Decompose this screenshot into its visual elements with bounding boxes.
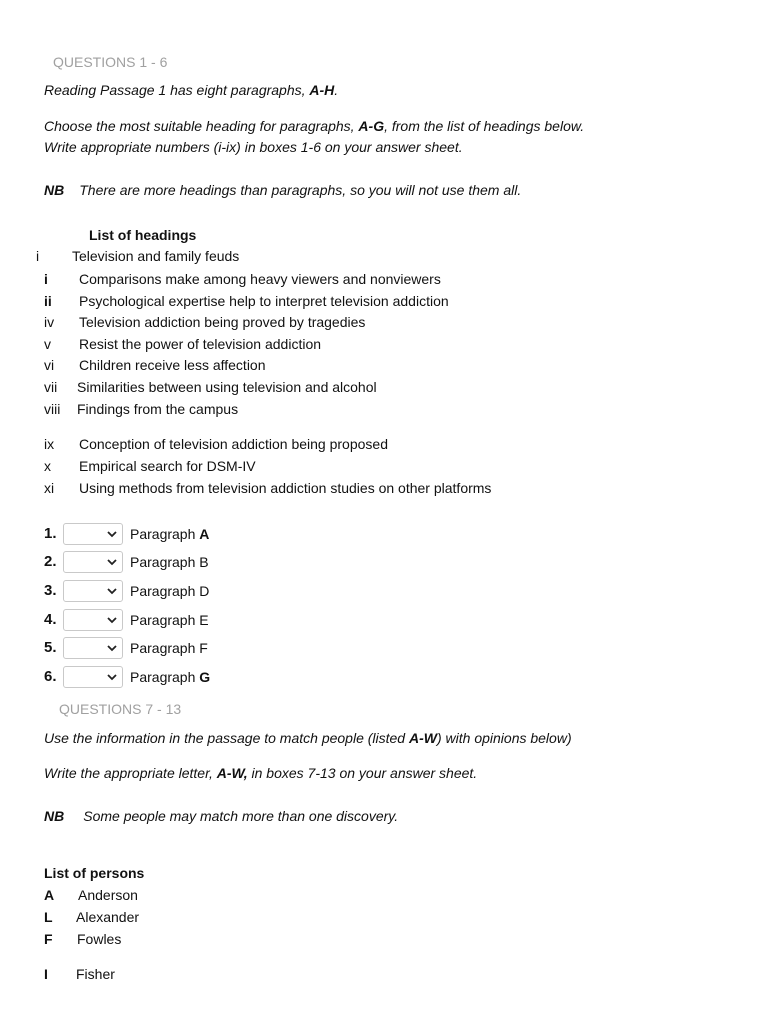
paragraph-letter: D [199,583,210,599]
paragraph-label [130,668,210,686]
question-row-2 [44,551,344,573]
paragraph-word: Paragraph [130,612,200,628]
person-letter: F [44,931,53,947]
question-row-3 [44,580,344,602]
answer-select-2[interactable] [63,551,123,573]
heading-number: i [36,248,40,264]
heading-item [0,400,500,418]
instruction-match-people [44,730,572,746]
heading-number: i [44,271,48,287]
heading-item [0,356,500,374]
heading-item [0,313,500,331]
person-item [44,930,344,948]
heading-number: ix [44,436,55,452]
heading-number: vi [44,357,55,373]
instruction-choose-heading [44,118,584,134]
paragraph-label [130,525,209,543]
person-letter: L [44,909,53,925]
heading-item [0,378,500,396]
answer-select-5[interactable] [63,637,123,659]
instruction-write-numbers: Write appropriate numbers (i-ix) in boxes 1-6 on your answer sheet. [44,139,463,155]
heading-number: viii [44,401,61,417]
question-row-5 [44,637,344,659]
instruction-text: , from the list of headings below. [384,118,585,134]
heading-text: Comparisons make among heavy viewers and nonviewers [79,271,441,287]
heading-number: vii [44,379,58,395]
heading-text: Conception of television addiction being proposed [79,436,388,452]
person-item [44,886,344,904]
person-name: Anderson [78,887,138,903]
instruction-text: Reading Passage 1 has eight paragraphs, [44,82,310,98]
instruction-text: Write the appropriate letter, [44,765,217,781]
heading-item [0,292,500,310]
heading-text: Resist the power of television addiction [79,336,322,352]
instruction-paragraph-count [44,82,338,98]
heading-number: ii [44,293,52,309]
heading-number: v [44,336,51,352]
instruction-text: . [334,82,339,98]
question-row-6 [44,666,344,688]
heading-text: Children receive less affection [79,357,266,373]
heading-text: Psychological expertise help to interpret television addiction [79,293,449,309]
instruction-write-letter [44,765,477,781]
person-letter: I [44,966,48,982]
question-number: 2. [44,553,57,570]
person-name: Alexander [76,909,140,925]
instruction-text: ) with opinions below) [436,730,572,746]
paragraph-word: Paragraph [130,526,200,542]
answer-select-1[interactable] [63,523,123,545]
paragraph-label [130,582,209,600]
heading-text: Empirical search for DSM-IV [79,458,256,474]
instruction-bold: A-H [309,82,335,98]
paragraph-letter: A [199,526,210,542]
paragraph-label [130,553,209,571]
instruction-bold: A-G [358,118,385,134]
instruction-text: Use the information in the passage to match people (listed [44,730,409,746]
heading-text: Similarities between using television and alcohol [77,379,377,395]
section-1-title: QUESTIONS 1 - 6 [53,54,168,70]
heading-text: Findings from the campus [77,401,239,417]
heading-text: Television and family feuds [72,248,240,264]
instruction-text: Choose the most suitable heading for paragraphs, [44,118,359,134]
paragraph-word: Paragraph [130,583,200,599]
nb-label: NB [44,808,65,824]
question-number: 4. [44,611,57,628]
nb-note-2 [44,808,398,824]
instruction-bold: A-W [408,730,437,746]
paragraph-label [130,611,209,629]
answer-select-3[interactable] [63,580,123,602]
nb-text: Some people may match more than one discovery. [83,808,399,824]
chevron-down-icon [105,584,119,598]
paragraph-word: Paragraph [130,640,200,656]
answer-select-6[interactable] [63,666,123,688]
heading-number: x [44,458,51,474]
chevron-down-icon [105,613,119,627]
nb-text: There are more headings than paragraphs, so you will not use them all. [79,182,522,198]
chevron-down-icon [105,670,119,684]
heading-item [0,247,400,265]
person-name: Fisher [76,966,115,982]
heading-text: Using methods from television addiction studies on other platforms [79,480,492,496]
question-number: 3. [44,582,57,599]
person-item [44,965,344,983]
person-item [44,908,344,926]
section-2-title: QUESTIONS 7 - 13 [59,701,182,717]
heading-item [0,457,500,475]
chevron-down-icon [105,555,119,569]
headings-list-title: List of headings [89,227,197,243]
heading-item [0,479,520,497]
paragraph-letter: F [199,640,208,656]
question-number: 6. [44,668,57,685]
heading-number: xi [44,480,55,496]
heading-text: Television addiction being proved by tragedies [79,314,366,330]
heading-number: iv [44,314,55,330]
heading-item [0,335,500,353]
heading-item [0,270,500,288]
heading-item [0,435,500,453]
nb-note [44,182,521,198]
paragraph-letter: G [199,669,211,685]
paragraph-word: Paragraph [130,669,200,685]
person-letter: A [44,887,55,903]
instruction-text: in boxes 7-13 on your answer sheet. [247,765,478,781]
question-row-1 [44,523,344,545]
instruction-bold: A-W, [216,765,248,781]
chevron-down-icon [105,527,119,541]
answer-select-4[interactable] [63,609,123,631]
chevron-down-icon [105,641,119,655]
question-row-4 [44,609,344,631]
question-number: 5. [44,639,57,656]
persons-list-title: List of persons [44,865,145,881]
paragraph-word: Paragraph [130,554,200,570]
nb-label: NB [44,182,65,198]
question-number: 1. [44,525,57,542]
paragraph-letter: B [199,554,209,570]
paragraph-label [130,639,208,657]
person-name: Fowles [77,931,122,947]
paragraph-letter: E [199,612,209,628]
